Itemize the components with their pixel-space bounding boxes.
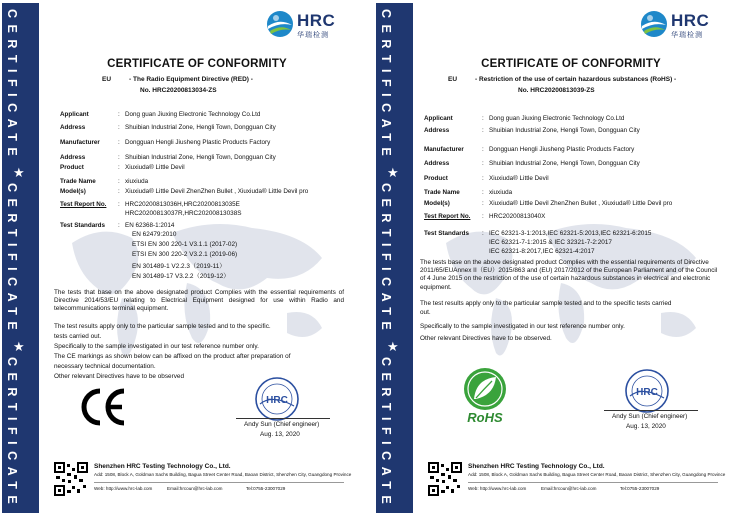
certificate-spine [376,3,413,513]
note-line: The test results apply only to the particular sample tested and to the specific tests carried [420,300,672,307]
hrc-globe-icon [265,9,295,39]
footer-divider [468,482,718,483]
note-line: Specifically to the sample investigated in our test reference number only. [54,343,259,350]
footer-tel: Tel:0755-23007029 [620,486,660,491]
note-line: Other relevant Directives have to be observed [54,373,185,380]
standard-line: ETSI EN 300 220-2 V3.2.1 (2019-06) [132,251,238,258]
signature-line [604,410,698,411]
standard-line: IEC 62321-7-1:2015 & IEC 32321-7-2:2017 [489,239,612,246]
footer-tel: Tel:0755-23007029 [246,486,286,491]
logo-text: HRC [297,11,336,30]
spine-word: CERTIFICATE [379,357,393,511]
eu-label: EU [102,76,112,83]
certificate-footer [42,462,352,506]
directive-name: - Restriction of the use of certain hazardous substances (RoHS) - [475,76,677,83]
standard-line: EN 301489-1 V2.2.3（2019-11） [132,263,226,270]
note-line: The test results apply only to the particular sample tested and to the specific. [54,323,271,330]
rohs-mark-text: RoHS [467,410,503,425]
ce-mark-icon [80,387,128,427]
note-line: out. [420,309,431,316]
standard-line: EN 62479:2010 [132,231,177,238]
certificate-footer [416,462,726,506]
signer-name: Andy Sun (Chief engineer) [612,413,688,420]
hrc-globe-icon [639,9,669,39]
rohs-certificate: CERTIFICATE ★ CERTIFICATE ★ CERTIFICATE HRC 华瑞检测 CERTIFICATE OF CONFORMITY EU - Restriction of the use of certain hazardous substances (RoHS) - No. HRC20200813039-ZS Applicant : Dong guan Jiuxing Electronic Technology Co.Ltd Address : Shuibian Industrial Zone, Hengli Town, Dongguan City Manufacturer : Dongguan Hengli Jiusheng Plastic Products Factory Address : Shuibian Industrial Zone, Hengli Town, Dongguan City Product : Xiuxiuda® Little Devil Trade Name : xiuxiuda Model(s) : Xiuxiuda® Little Devil ZhenZhen Bullet , Xiuxiuda® Little Devil pro Test Report No. : HRC20200813040X Test Standards : IEC 62321-3-1:2013,IEC 62321-5:2013,IEC 62321-6:2015 IEC 62321-7-1:2015 & IEC 32321-7-2:2017 IEC 62321-8:2017,IEC 62321-4:2017 The tests base on the above designated product Complies with the essential requirements of Directive 2011/65/EUAnnex II（EU）2015/863 and (EU) 2017/2012 of the European Parliament and of the Council of 4 June 2015 on the restriction of the use of certain hazardous substances in electrical and electronic equipment. The test results apply only to the particular sample tested and to the specific tests carried out. Specifically to the sample investigated in our test reference number only. Other relevant Directives have to be observed. RoHS HRC Andy Sun (Chief engineer) Aug. 13, 2020 Shenzhen HRC Testing Technology Co., Ltd. Add: 1508, Block A, Goldman Sachs Building, Bagua Street Center Road, Baoan District, Shenzhen City, Guangdong Province Web: http://www.hrc-lab.com Email:hrcoun@hrc-lab.com Tel:0755-23007029 [376,3,726,513]
note-line: tests carried out. [54,333,102,340]
standard-line: EN 301489-17 V3.2.2（2019-12） [132,273,230,280]
signature-date: Aug. 13, 2020 [626,423,666,430]
qr-code-icon [54,462,88,496]
certificate-title: CERTIFICATE OF CONFORMITY [481,58,661,70]
logo-cn-text: 华瑞检测 [297,32,329,39]
spine-word: CERTIFICATE [5,9,19,163]
spine-word: CERTIFICATE [5,183,19,337]
note-line: Other relevant Directives have to be observed. [420,335,552,342]
star-icon: ★ [387,165,399,180]
svg-text:HRC: HRC [266,395,288,406]
footer-divider [94,482,344,483]
note-line: Specifically to the sample investigated in our test reference number only. [420,323,625,330]
directive-name: - The Radio Equipment Directive (RED) - [129,76,253,83]
compliance-statement: The tests base on the above designated product Complies with the essential requirements of Directive 2011/65/EUAnnex II（EU）2015/863 and (EU) 2017/2012 of the European Parliament and of the Council of 4 June 2015 on the restriction of the use of certain hazardous substances in electrical and electronic equipment. [420,259,718,291]
directive-line [448,76,676,83]
signature-date: Aug. 13, 2020 [260,431,300,438]
footer-web: Web: http://www.hrc-lab.com [468,486,527,491]
footer-company: Shenzhen HRC Testing Technology Co., Ltd. [94,463,231,470]
footer-web: Web: http://www.hrc-lab.com [94,486,153,491]
footer-address: Add: 1508, Block A, Goldman Sachs Building, Bagua Street Center Road, Baoan District, Shenzhen City, Guangdong Province [94,472,352,477]
certificate-spine [2,3,39,513]
standard-line: IEC 62321-8:2017,IEC 62321-4:2017 [489,248,595,255]
certificate-number: No. HRC20200813034-ZS [140,87,217,94]
logo-text: HRC [671,11,710,30]
eu-label: EU [448,76,458,83]
star-icon: ★ [387,339,399,354]
spine-word: CERTIFICATE [5,357,19,511]
hrc-stamp-icon [624,368,670,414]
spine-word: CERTIFICATE [379,183,393,337]
footer-email: Email:hrcoun@hrc-lab.com [541,486,597,491]
hrc-logo [265,9,345,41]
directive-line [102,76,253,83]
standard-line: ETSI EN 300 220-1 V3.1.1 (2017-02) [132,241,238,248]
certificate-title: CERTIFICATE OF CONFORMITY [107,58,287,70]
star-icon: ★ [13,165,25,180]
signer-name: Andy Sun (Chief engineer) [244,421,320,428]
hrc-stamp-icon [254,376,300,422]
footer-address: Add: 1508, Block A, Goldman Sachs Building, Bagua Street Center Road, Baoan District, Shenzhen City, Guangdong Province [468,472,726,477]
compliance-statement: The tests that base on the above designated product Complies with the essential requirements of Directive 2014/53/EU relating to Electrical Equipment designed for use within Radio and telecommunications terminal equipment. [54,289,344,313]
footer-company: Shenzhen HRC Testing Technology Co., Ltd. [468,463,605,470]
certificate-number: No. HRC20200813039-ZS [518,87,595,94]
spine-word: CERTIFICATE [379,9,393,163]
qr-code-icon [428,462,462,496]
logo-cn-text: 华瑞检测 [671,32,703,39]
signature-line [236,418,330,419]
footer-email: Email:hrcoun@hrc-lab.com [167,486,223,491]
star-icon: ★ [13,339,25,354]
note-line: necessary technical documentation. [54,363,156,370]
test-report-no-extra: HRC20200813037R,HRC20200813038S [125,210,242,217]
rohs-mark-icon [454,365,516,425]
svg-text:HRC: HRC [636,387,658,398]
note-line: The CE markings as shown below can be affixed on the product after preparation of [54,353,291,360]
ce-certificate: CERTIFICATE ★ CERTIFICATE ★ CERTIFICATE HRC 华瑞检测 CERTIFICATE OF CONFORMITY EU - The Radio Equipment Directive (RED) - No. HRC20200813034-ZS Applicant : Dong guan Jiuxing Electronic Technology Co.Ltd Address : Shuibian Industrial Zone, Hengli Town, Dongguan City Manufacturer : Dongguan Hengli Jiusheng Plastic Products Factory Address : Shuibian Industrial Zone, Hengli Town, Dongguan City Product : Xiuxiuda® Little Devil Trade Name : xiuxiuda Model(s) : Xiuxiuda® Little Devil ZhenZhen Bullet , Xiuxiuda® Little Devil pro Test Report No. : HRC20200813036H,HRC20200813035E HRC20200813037R,HRC20200813038S Test Standards : EN 62368-1:2014 EN 62479:2010 ETSI EN 300 220-1 V3.1.1 (2017-02) ETSI EN 300 220-2 V3.2.1 (2019-06) EN 301489-1 V2.2.3（2019-11） EN 301489-17 V3.2.2（2019-12） The tests that base on the above designated product Complies with the essential requirements of Directive 2014/53/EU relating to Electrical Equipment designed for use within Radio and telecommunications terminal equipment. The test results apply only to the particular sample tested and to the specific. tests carried out. Specifically to the sample investigated in our test reference number only. The CE markings as shown below can be affixed on the product after preparation of necessary technical documentation. Other relevant Directives have to be observed HRC Andy Sun (Chief engineer) Aug. 13, 2020 Shenzhen HRC Testing Technology Co., Ltd. Add: 1508, Block A, Goldman Sachs Building, Bagua Street Center Road, Baoan District, Shenzhen City, Guangdong Province Web: http://www.hrc-lab.com Email:hrcoun@hrc-lab.com Tel:0755-23007029 [2,3,352,513]
hrc-logo [639,9,719,41]
